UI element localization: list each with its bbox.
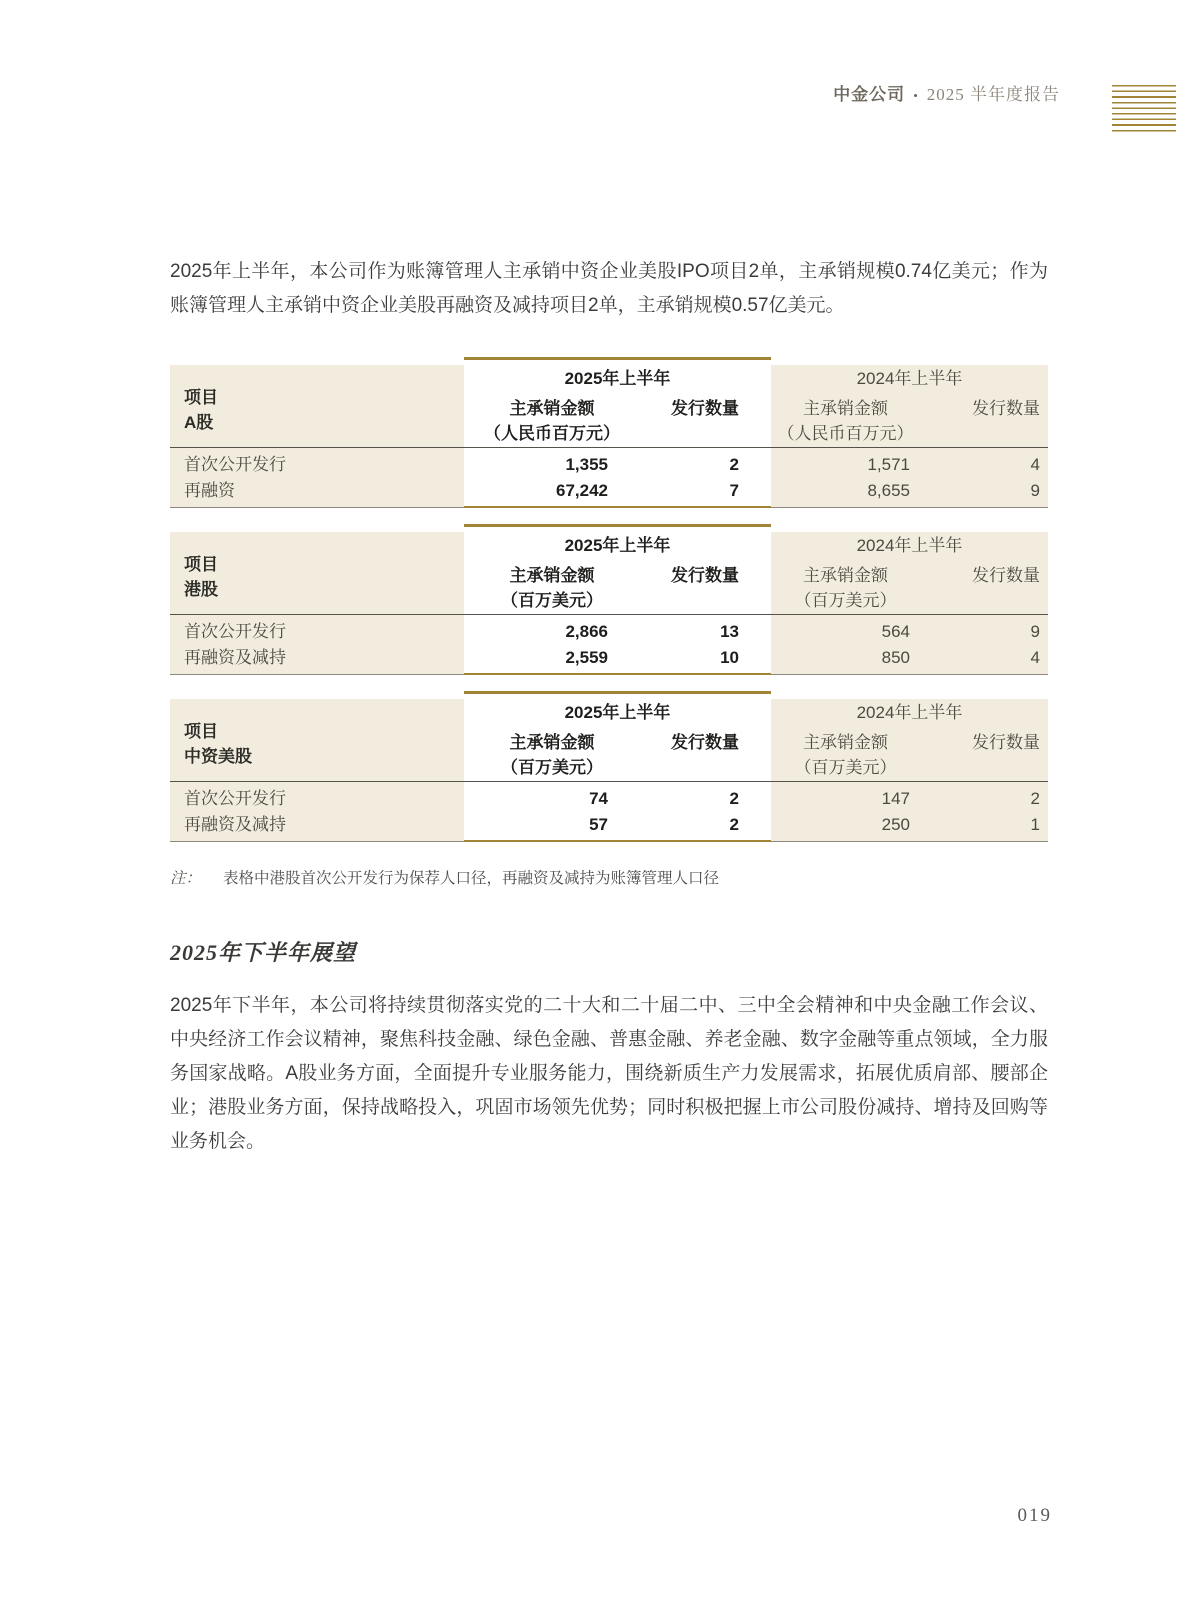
table-grid — [170, 524, 1048, 675]
separator-dot-icon: • — [913, 88, 919, 103]
underwriting-table-us-listed — [170, 691, 1048, 842]
table-row-label: 首次公开发行 — [184, 622, 286, 641]
period-label: 2024年上半年 — [856, 369, 963, 388]
table-row-label: 再融资及减持 — [184, 648, 286, 667]
table-cell-2024-count: 4 — [1030, 455, 1040, 474]
table-cell-2024-amount: 1,571 — [867, 455, 910, 474]
page-number: 019 — [1017, 1505, 1052, 1526]
table-cell-2025-count: 7 — [729, 481, 739, 500]
period-label: 2025年上半年 — [564, 369, 671, 388]
amount-column-header: 主承销金额 — [803, 566, 888, 585]
col-group-2024 — [771, 691, 1048, 781]
content-column — [170, 255, 1048, 1159]
count-column-header: 发行数量 — [972, 399, 1040, 418]
amount-unit-label: （人民币百万元） — [484, 424, 620, 443]
table-cell-2025-count: 13 — [720, 622, 739, 641]
table-cell-2024-amount: 250 — [881, 815, 910, 834]
table-cell-2024-amount: 8,655 — [867, 481, 910, 500]
amount-unit-label: （百万美元） — [501, 758, 603, 777]
col-group-2025 — [464, 357, 771, 447]
table-cell-2025-count: 2 — [729, 815, 739, 834]
table-cell-2024-count: 9 — [1030, 481, 1040, 500]
amount-unit-label: （人民币百万元） — [777, 424, 914, 443]
col-group-2024 — [771, 357, 1048, 447]
footnote-text: 表格中港股首次公开发行为保荐人口径，再融资及减持为账簿管理人口径 — [223, 870, 720, 887]
table-row-label: 首次公开发行 — [184, 455, 286, 474]
col-group-2024 — [771, 524, 1048, 614]
table-cell-2025-amount: 74 — [589, 789, 608, 808]
table-cell-2025-amount: 67,242 — [556, 481, 608, 500]
table-row-header — [170, 691, 464, 781]
table-row-label: 再融资及减持 — [184, 815, 286, 834]
intro-paragraph: 2025年上半年，本公司作为账簿管理人主承销中资企业美股IPO项目2单，主承销规模0.74亿美元；作为账簿管理人主承销中资企业美股再融资及减持项目2单，主承销规模0.57亿美元。 — [170, 261, 1048, 316]
table-cell-2024-count: 4 — [1030, 648, 1040, 667]
col-group-2025 — [464, 691, 771, 781]
table-cell-2024-count: 2 — [1030, 789, 1040, 808]
table-cell-2025-count: 10 — [720, 648, 739, 667]
table-row-label: 首次公开发行 — [184, 789, 286, 808]
table-cell-2024-count: 9 — [1030, 622, 1040, 641]
footnote-prefix: 注： — [170, 870, 202, 887]
count-column-header: 发行数量 — [671, 733, 739, 752]
table-row-label: 再融资 — [184, 481, 235, 500]
table-category-label: 中资美股 — [184, 747, 252, 766]
table-row-header — [170, 524, 464, 614]
amount-column-header: 主承销金额 — [509, 399, 595, 418]
outlook-paragraph: 2025年下半年，本公司将持续贯彻落实党的二十大和二十届二中、三中全会精神和中央金融工作会议、中央经济工作会议精神，聚焦科技金融、绿色金融、普惠金融、养老金融、数字金融等重点领域，全力服务国家战略。A股业务方面，全面提升专业服务能力，围绕新质生产力发展需求，拓展优质肩部、腰部企业；港股业务方面，保持战略投入，巩固市场领先优势；同时积极把握上市公司股份减持、增持及回购等业务机会。 — [170, 995, 1048, 1152]
table-cell-2024-amount: 850 — [881, 648, 910, 667]
amount-unit-label: （百万美元） — [794, 758, 897, 777]
table-category-label: A股 — [184, 413, 214, 432]
row-header-label: 项目 — [184, 388, 218, 407]
row-header-label: 项目 — [184, 722, 218, 741]
report-title: 2025 半年度报告 — [926, 85, 1060, 104]
underwriting-tables — [170, 357, 1048, 842]
amount-column-header: 主承销金额 — [509, 566, 595, 585]
count-column-header: 发行数量 — [671, 566, 739, 585]
table-footnote — [170, 868, 1048, 890]
table-grid — [170, 357, 1048, 508]
gold-lines-decoration-icon — [1112, 85, 1176, 134]
table-cell-2025-amount: 1,355 — [565, 455, 608, 474]
table-row-header — [170, 357, 464, 447]
amount-column-header: 主承销金额 — [509, 733, 595, 752]
table-cell-2024-count: 1 — [1030, 815, 1040, 834]
col-group-2025 — [464, 524, 771, 614]
amount-column-header: 主承销金额 — [803, 733, 888, 752]
count-column-header: 发行数量 — [972, 566, 1040, 585]
period-label: 2025年上半年 — [564, 536, 671, 555]
table-cell-2025-amount: 57 — [589, 815, 608, 834]
company-name: 中金公司 — [833, 85, 906, 104]
page-header — [833, 80, 1060, 105]
table-cell-2025-count: 2 — [729, 789, 739, 808]
period-label: 2024年上半年 — [856, 703, 963, 722]
table-grid — [170, 691, 1048, 842]
row-header-label: 项目 — [184, 555, 218, 574]
amount-unit-label: （百万美元） — [794, 591, 897, 610]
table-cell-2025-count: 2 — [729, 455, 739, 474]
underwriting-table-a-share — [170, 357, 1048, 508]
count-column-header: 发行数量 — [671, 399, 739, 418]
outlook-section-heading: 2025年下半年展望 — [170, 940, 357, 965]
table-cell-2025-amount: 2,559 — [565, 648, 608, 667]
table-cell-2024-amount: 564 — [881, 622, 910, 641]
amount-column-header: 主承销金额 — [803, 399, 888, 418]
table-cell-2025-amount: 2,866 — [565, 622, 608, 641]
count-column-header: 发行数量 — [972, 733, 1040, 752]
period-label: 2025年上半年 — [564, 703, 671, 722]
table-category-label: 港股 — [184, 580, 218, 599]
table-cell-2024-amount: 147 — [881, 789, 910, 808]
amount-unit-label: （百万美元） — [501, 591, 603, 610]
period-label: 2024年上半年 — [856, 536, 963, 555]
underwriting-table-hk-share — [170, 524, 1048, 675]
